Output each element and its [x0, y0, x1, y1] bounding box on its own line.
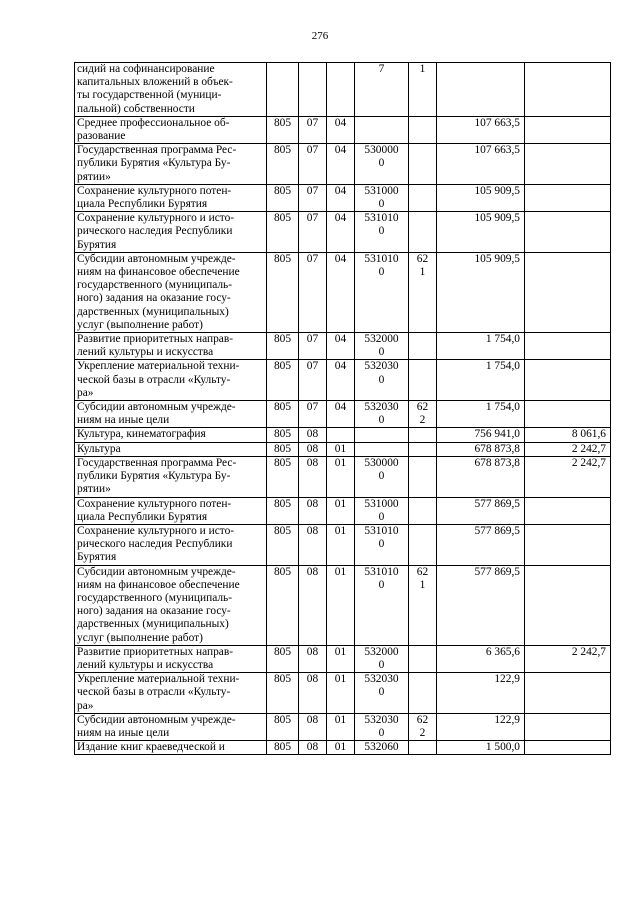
amount-total: 122,9: [437, 673, 525, 714]
dept-code: 805: [267, 741, 299, 755]
subsection-code: 04: [327, 144, 355, 185]
row-name: Укрепление материальной техни- ческой базы в отрасли «Культу- ра»: [75, 673, 267, 714]
section-code: 08: [299, 673, 327, 714]
row-name: Государственная программа Рес- публики Бурятия «Культура Бу- рятии»: [75, 456, 267, 497]
subsection-code: 01: [327, 565, 355, 645]
amount-total: [437, 63, 525, 117]
target-article-code: [355, 442, 409, 456]
dept-code: 805: [267, 428, 299, 442]
amount-total: 577 869,5: [437, 497, 525, 524]
subsection-code: 04: [327, 401, 355, 428]
amount-total: 105 909,5: [437, 184, 525, 211]
expense-type-code: [409, 184, 437, 211]
target-article-code: 530000 0: [355, 144, 409, 185]
subsection-code: 01: [327, 645, 355, 672]
row-name: Культура: [75, 442, 267, 456]
section-code: 08: [299, 497, 327, 524]
subsection-code: 01: [327, 442, 355, 456]
target-article-code: 532030 0: [355, 360, 409, 401]
section-code: 08: [299, 456, 327, 497]
amount-subventions: [525, 360, 611, 401]
expense-type-code: [409, 212, 437, 253]
expense-type-code: 62 1: [409, 565, 437, 645]
section-code: 07: [299, 144, 327, 185]
dept-code: 805: [267, 524, 299, 565]
expense-type-code: [409, 497, 437, 524]
subsection-code: 04: [327, 252, 355, 332]
row-name: Сохранение культурного и исто- рического наследия Республики Бурятия: [75, 212, 267, 253]
row-name: Издание книг краеведческой и: [75, 741, 267, 755]
amount-subventions: [525, 401, 611, 428]
dept-code: 805: [267, 116, 299, 143]
table-row: [75, 360, 611, 401]
subsection-code: 04: [327, 116, 355, 143]
table-row: [75, 144, 611, 185]
subsection-code: 01: [327, 497, 355, 524]
expense-type-code: [409, 524, 437, 565]
table-row: [75, 524, 611, 565]
amount-total: 577 869,5: [437, 524, 525, 565]
table-row: [75, 741, 611, 755]
target-article-code: 531010 0: [355, 524, 409, 565]
amount-subventions: [525, 565, 611, 645]
row-name: Сохранение культурного потен- циала Республики Бурятия: [75, 497, 267, 524]
row-name: Культура, кинематография: [75, 428, 267, 442]
dept-code: 805: [267, 333, 299, 360]
dept-code: 805: [267, 645, 299, 672]
row-name: Развитие приоритетных направ- лений культуры и искусства: [75, 333, 267, 360]
row-name: Среднее профессиональное об- разование: [75, 116, 267, 143]
section-code: 08: [299, 524, 327, 565]
target-article-code: [355, 428, 409, 442]
table-row: [75, 401, 611, 428]
row-name: Государственная программа Рес- публики Бурятия «Культура Бу- рятии»: [75, 144, 267, 185]
row-name: Субсидии автономным учрежде- ниям на финансовое обеспечение государственного (муниципаль- ного) задания на оказание госу- дарственных (муниципальных) услуг (выполнение работ): [75, 252, 267, 332]
dept-code: 805: [267, 497, 299, 524]
subsection-code: 04: [327, 333, 355, 360]
table-row: [75, 673, 611, 714]
amount-total: 122,9: [437, 713, 525, 740]
table-row: [75, 116, 611, 143]
amount-total: 107 663,5: [437, 144, 525, 185]
section-code: 07: [299, 360, 327, 401]
row-name: Сохранение культурного и исто- рического наследия Республики Бурятия: [75, 524, 267, 565]
subsection-code: 01: [327, 524, 355, 565]
dept-code: 805: [267, 565, 299, 645]
row-name: Субсидии автономным учрежде- ниям на иные цели: [75, 401, 267, 428]
table-row: [75, 333, 611, 360]
expense-type-code: [409, 456, 437, 497]
section-code: 08: [299, 713, 327, 740]
amount-subventions: [525, 184, 611, 211]
expense-type-code: 62 1: [409, 252, 437, 332]
section-code: 08: [299, 428, 327, 442]
table-row: [75, 212, 611, 253]
target-article-code: 531010 0: [355, 565, 409, 645]
expense-type-code: [409, 645, 437, 672]
table-row: [75, 497, 611, 524]
amount-subventions: 2 242,7: [525, 645, 611, 672]
amount-subventions: 2 242,7: [525, 442, 611, 456]
subsection-code: 04: [327, 184, 355, 211]
amount-subventions: [525, 333, 611, 360]
expense-type-code: 1: [409, 63, 437, 117]
dept-code: 805: [267, 144, 299, 185]
section-code: 07: [299, 401, 327, 428]
subsection-code: 01: [327, 713, 355, 740]
amount-total: 756 941,0: [437, 428, 525, 442]
target-article-code: 531010 0: [355, 252, 409, 332]
amount-total: 105 909,5: [437, 252, 525, 332]
target-article-code: 531000 0: [355, 184, 409, 211]
section-code: 07: [299, 116, 327, 143]
table-body: [75, 63, 611, 755]
amount-total: 577 869,5: [437, 565, 525, 645]
table-row: [75, 565, 611, 645]
section-code: 07: [299, 252, 327, 332]
target-article-code: 7: [355, 63, 409, 117]
row-name: Развитие приоритетных направ- лений культуры и искусства: [75, 645, 267, 672]
amount-subventions: [525, 524, 611, 565]
table-row: [75, 252, 611, 332]
amount-subventions: [525, 497, 611, 524]
target-article-code: 532000 0: [355, 333, 409, 360]
target-article-code: 531000 0: [355, 497, 409, 524]
amount-subventions: [525, 741, 611, 755]
section-code: [299, 63, 327, 117]
table-row: [75, 456, 611, 497]
dept-code: 805: [267, 456, 299, 497]
subsection-code: 01: [327, 673, 355, 714]
expense-type-code: [409, 144, 437, 185]
dept-code: 805: [267, 360, 299, 401]
expense-type-code: [409, 442, 437, 456]
dept-code: 805: [267, 401, 299, 428]
amount-subventions: [525, 212, 611, 253]
amount-total: 678 873,8: [437, 456, 525, 497]
subsection-code: 01: [327, 741, 355, 755]
amount-subventions: [525, 116, 611, 143]
table-row: [75, 645, 611, 672]
row-name: Сохранение культурного потен- циала Республики Бурятия: [75, 184, 267, 211]
expense-type-code: [409, 360, 437, 401]
amount-total: 107 663,5: [437, 116, 525, 143]
dept-code: [267, 63, 299, 117]
section-code: 07: [299, 212, 327, 253]
target-article-code: 532060: [355, 741, 409, 755]
budget-table: [74, 62, 611, 755]
amount-total: 1 754,0: [437, 401, 525, 428]
dept-code: 805: [267, 713, 299, 740]
amount-total: 1 754,0: [437, 333, 525, 360]
dept-code: 805: [267, 673, 299, 714]
target-article-code: 530000 0: [355, 456, 409, 497]
expense-type-code: [409, 333, 437, 360]
target-article-code: 531010 0: [355, 212, 409, 253]
section-code: 08: [299, 645, 327, 672]
section-code: 07: [299, 333, 327, 360]
table-row: [75, 428, 611, 442]
target-article-code: 532030 0: [355, 713, 409, 740]
expense-type-code: 62 2: [409, 713, 437, 740]
table-row: [75, 63, 611, 117]
amount-subventions: 8 061,6: [525, 428, 611, 442]
expense-type-code: [409, 428, 437, 442]
row-name: Укрепление материальной техни- ческой базы в отрасли «Культу- ра»: [75, 360, 267, 401]
amount-total: 105 909,5: [437, 212, 525, 253]
table-row: [75, 442, 611, 456]
amount-total: 678 873,8: [437, 442, 525, 456]
expense-type-code: [409, 673, 437, 714]
subsection-code: [327, 63, 355, 117]
amount-subventions: [525, 713, 611, 740]
expense-type-code: 62 2: [409, 401, 437, 428]
subsection-code: 01: [327, 456, 355, 497]
amount-subventions: [525, 252, 611, 332]
dept-code: 805: [267, 184, 299, 211]
page-number: 276: [311, 30, 329, 42]
amount-total: 6 365,6: [437, 645, 525, 672]
table-row: [75, 713, 611, 740]
amount-total: 1 754,0: [437, 360, 525, 401]
target-article-code: [355, 116, 409, 143]
amount-subventions: [525, 144, 611, 185]
target-article-code: 532030 0: [355, 673, 409, 714]
subsection-code: 04: [327, 212, 355, 253]
expense-type-code: [409, 741, 437, 755]
target-article-code: 532030 0: [355, 401, 409, 428]
dept-code: 805: [267, 442, 299, 456]
subsection-code: [327, 428, 355, 442]
dept-code: 805: [267, 212, 299, 253]
subsection-code: 04: [327, 360, 355, 401]
section-code: 07: [299, 184, 327, 211]
row-name: Субсидии автономным учрежде- ниям на финансовое обеспечение государственного (муниципаль- ного) задания на оказание госу- дарственных (муниципальных) услуг (выполнение работ): [75, 565, 267, 645]
section-code: 08: [299, 565, 327, 645]
amount-subventions: [525, 63, 611, 117]
table-row: [75, 184, 611, 211]
amount-subventions: [525, 673, 611, 714]
row-name: сидий на софинансирование капитальных вложений в объек- ты государственной (муници- пальной) собственности: [75, 63, 267, 117]
section-code: 08: [299, 741, 327, 755]
row-name: Субсидии автономным учрежде- ниям на иные цели: [75, 713, 267, 740]
target-article-code: 532000 0: [355, 645, 409, 672]
expense-type-code: [409, 116, 437, 143]
section-code: 08: [299, 442, 327, 456]
amount-subventions: 2 242,7: [525, 456, 611, 497]
dept-code: 805: [267, 252, 299, 332]
amount-total: 1 500,0: [437, 741, 525, 755]
